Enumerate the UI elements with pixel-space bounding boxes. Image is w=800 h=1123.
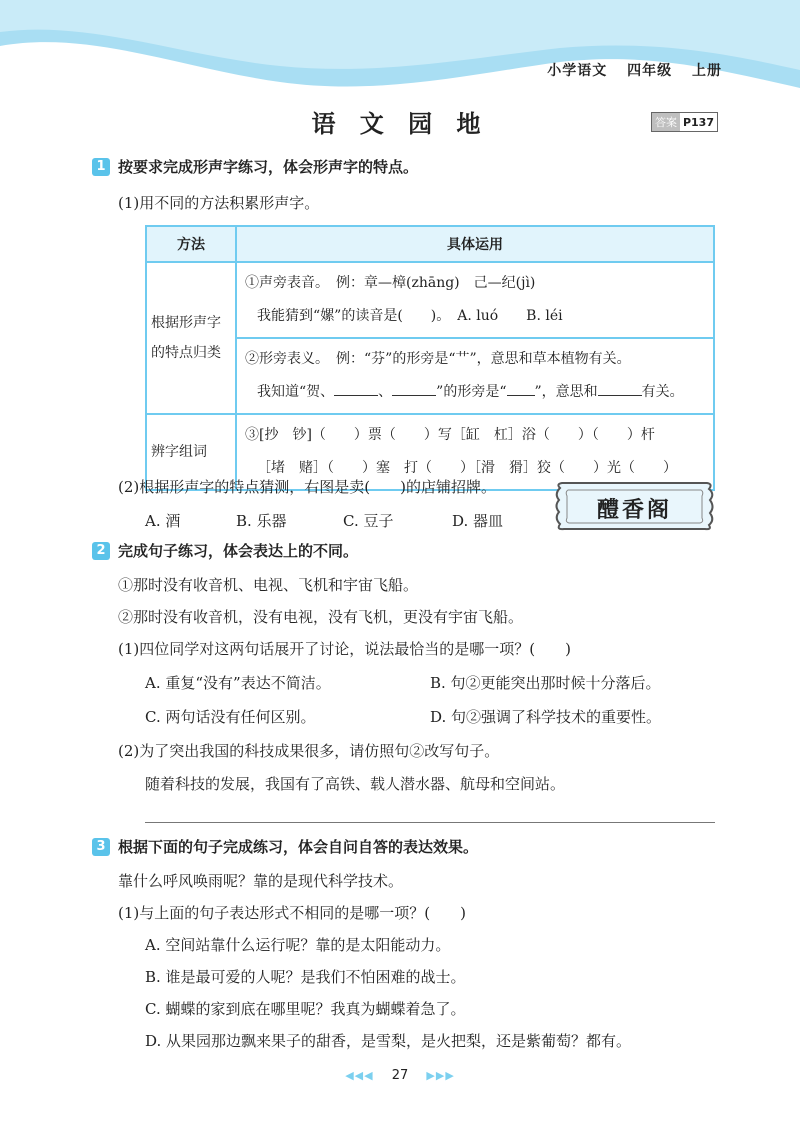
header-grade: 四年级 xyxy=(627,63,673,79)
section-1-title: 按要求完成形声字练习，体会形声字的特点。 xyxy=(118,158,419,176)
s2-q1-option-d[interactable]: D. 句②强调了科学技术的重要性。 xyxy=(430,708,662,726)
blank-3[interactable] xyxy=(507,381,535,396)
blank-4[interactable] xyxy=(598,381,642,396)
header-subject: 小学语文 xyxy=(547,63,608,79)
signboard-text: 醴香阁 xyxy=(596,497,672,523)
s2-question-2: (2)为了突出我国的科技成果很多，请仿照句②改写句子。 xyxy=(118,742,500,760)
answer-label: 答案 xyxy=(652,113,680,131)
section-3-number: 3 xyxy=(92,838,110,856)
table-category-distinguish: 辨字组词 xyxy=(146,414,236,490)
section-1-heading xyxy=(92,156,418,177)
s2-question-1: (1)四位同学对这两句话展开了讨论，说法最恰当的是哪一项？( ) xyxy=(118,640,571,658)
phonetic-question: 我能猜到“嫘”的读音是( )。 A. luó B. léi xyxy=(257,308,563,324)
table-row-phonetic xyxy=(236,262,714,338)
s2-q1-option-c[interactable]: C. 两句话没有任何区别。 xyxy=(145,708,316,726)
s2-sentence-1: ①那时没有收音机、电视、飞机和宇宙飞船。 xyxy=(118,576,419,594)
s2-q1-option-b[interactable]: B. 句②更能突出那时候十分落后。 xyxy=(430,674,661,692)
header-book-info xyxy=(533,60,722,80)
semantic-text-5: 有关。 xyxy=(641,384,684,400)
s3-option-a[interactable]: A. 空间站靠什么运行呢？靠的是太阳能动力。 xyxy=(145,936,451,954)
table-header-usage: 具体运用 xyxy=(236,226,714,262)
table-category-classify: 根据形声字的特点归类 xyxy=(146,262,236,414)
table-row-semantic xyxy=(236,338,714,414)
section-2-number: 2 xyxy=(92,542,110,560)
header-wave-banner xyxy=(0,0,800,100)
s2-sentence-2: ②那时没有收音机，没有电视，没有飞机，更没有宇宙飞船。 xyxy=(118,608,524,626)
page-title: 语 文 园 地 xyxy=(311,110,489,138)
header-volume: 上册 xyxy=(692,63,722,79)
phonetic-example: ①声旁表音。 例：章—樟(zhāng) 己—纪(jì) xyxy=(245,275,536,291)
semantic-example: ②形旁表义。 例：“芬”的形旁是“艹”，意思和草本植物有关。 xyxy=(245,351,631,367)
blank-2[interactable] xyxy=(392,381,436,396)
s3-sentence: 靠什么呼风唤雨呢？靠的是现代科学技术。 xyxy=(118,872,404,890)
distinguish-line-2: ［堵 赌］（ ）塞 打（ ）［滑 猾］狡（ ）光（ ） xyxy=(257,460,677,476)
s1-question-1: (1)用不同的方法积累形声字。 xyxy=(118,194,320,212)
s3-option-c[interactable]: C. 蝴蝶的家到底在哪里呢？我真为蝴蝶着急了。 xyxy=(145,1000,466,1018)
method-table xyxy=(145,225,715,491)
section-3-title: 根据下面的句子完成练习，体会自问自答的表达效果。 xyxy=(118,838,479,856)
s1-question-2: (2)根据形声字的特点猜测，右图是卖( )的店铺招牌。 xyxy=(118,478,496,496)
section-2-heading xyxy=(92,540,358,561)
next-page-arrows-icon[interactable]: ▶▶▶ xyxy=(426,1069,455,1082)
s3-option-b[interactable]: B. 谁是最可爱的人呢？是我们不怕困难的战士。 xyxy=(145,968,466,986)
semantic-text-2: 、 xyxy=(378,384,393,400)
s1-q2-option-c[interactable]: C. 豆子 xyxy=(343,512,394,530)
table-header-method: 方法 xyxy=(146,226,236,262)
s3-question-1: (1)与上面的句子表达形式不相同的是哪一项？( ) xyxy=(118,904,466,922)
answer-page: P137 xyxy=(682,115,714,129)
semantic-text-1: 我知道“贺、 xyxy=(257,384,335,400)
s2-q1-option-a[interactable]: A. 重复“没有”表达不简洁。 xyxy=(145,674,331,692)
page-number: 27 xyxy=(391,1068,409,1083)
semantic-text-4: ”，意思和 xyxy=(534,384,598,400)
s1-q2-option-b[interactable]: B. 乐器 xyxy=(236,512,287,530)
answer-line[interactable] xyxy=(145,822,715,823)
s2-q2-sentence: 随着科技的发展，我国有了高铁、载人潜水器、航母和空间站。 xyxy=(145,775,566,793)
page-footer xyxy=(0,1068,800,1083)
blank-1[interactable] xyxy=(334,381,378,396)
section-2-title: 完成句子练习，体会表达上的不同。 xyxy=(118,542,359,560)
answer-reference[interactable] xyxy=(651,112,718,132)
section-3-heading xyxy=(92,836,478,857)
distinguish-line-1: ③[抄 钞]（ ）票（ ）写［缸 杠］浴（ ）（ ）杆 xyxy=(245,427,655,443)
semantic-question xyxy=(245,376,705,409)
s3-option-d[interactable]: D. 从果园那边飘来果子的甜香，是雪梨，是火把梨，还是紫葡萄？都有。 xyxy=(145,1032,632,1050)
s1-q2-option-d[interactable]: D. 器皿 xyxy=(452,512,504,530)
section-1-number: 1 xyxy=(92,158,110,176)
shop-signboard-image xyxy=(552,480,717,532)
semantic-text-3: ”的形旁是“ xyxy=(436,384,507,400)
s1-q2-option-a[interactable]: A. 酒 xyxy=(145,512,181,530)
prev-page-arrows-icon[interactable]: ◀◀◀ xyxy=(345,1069,374,1082)
